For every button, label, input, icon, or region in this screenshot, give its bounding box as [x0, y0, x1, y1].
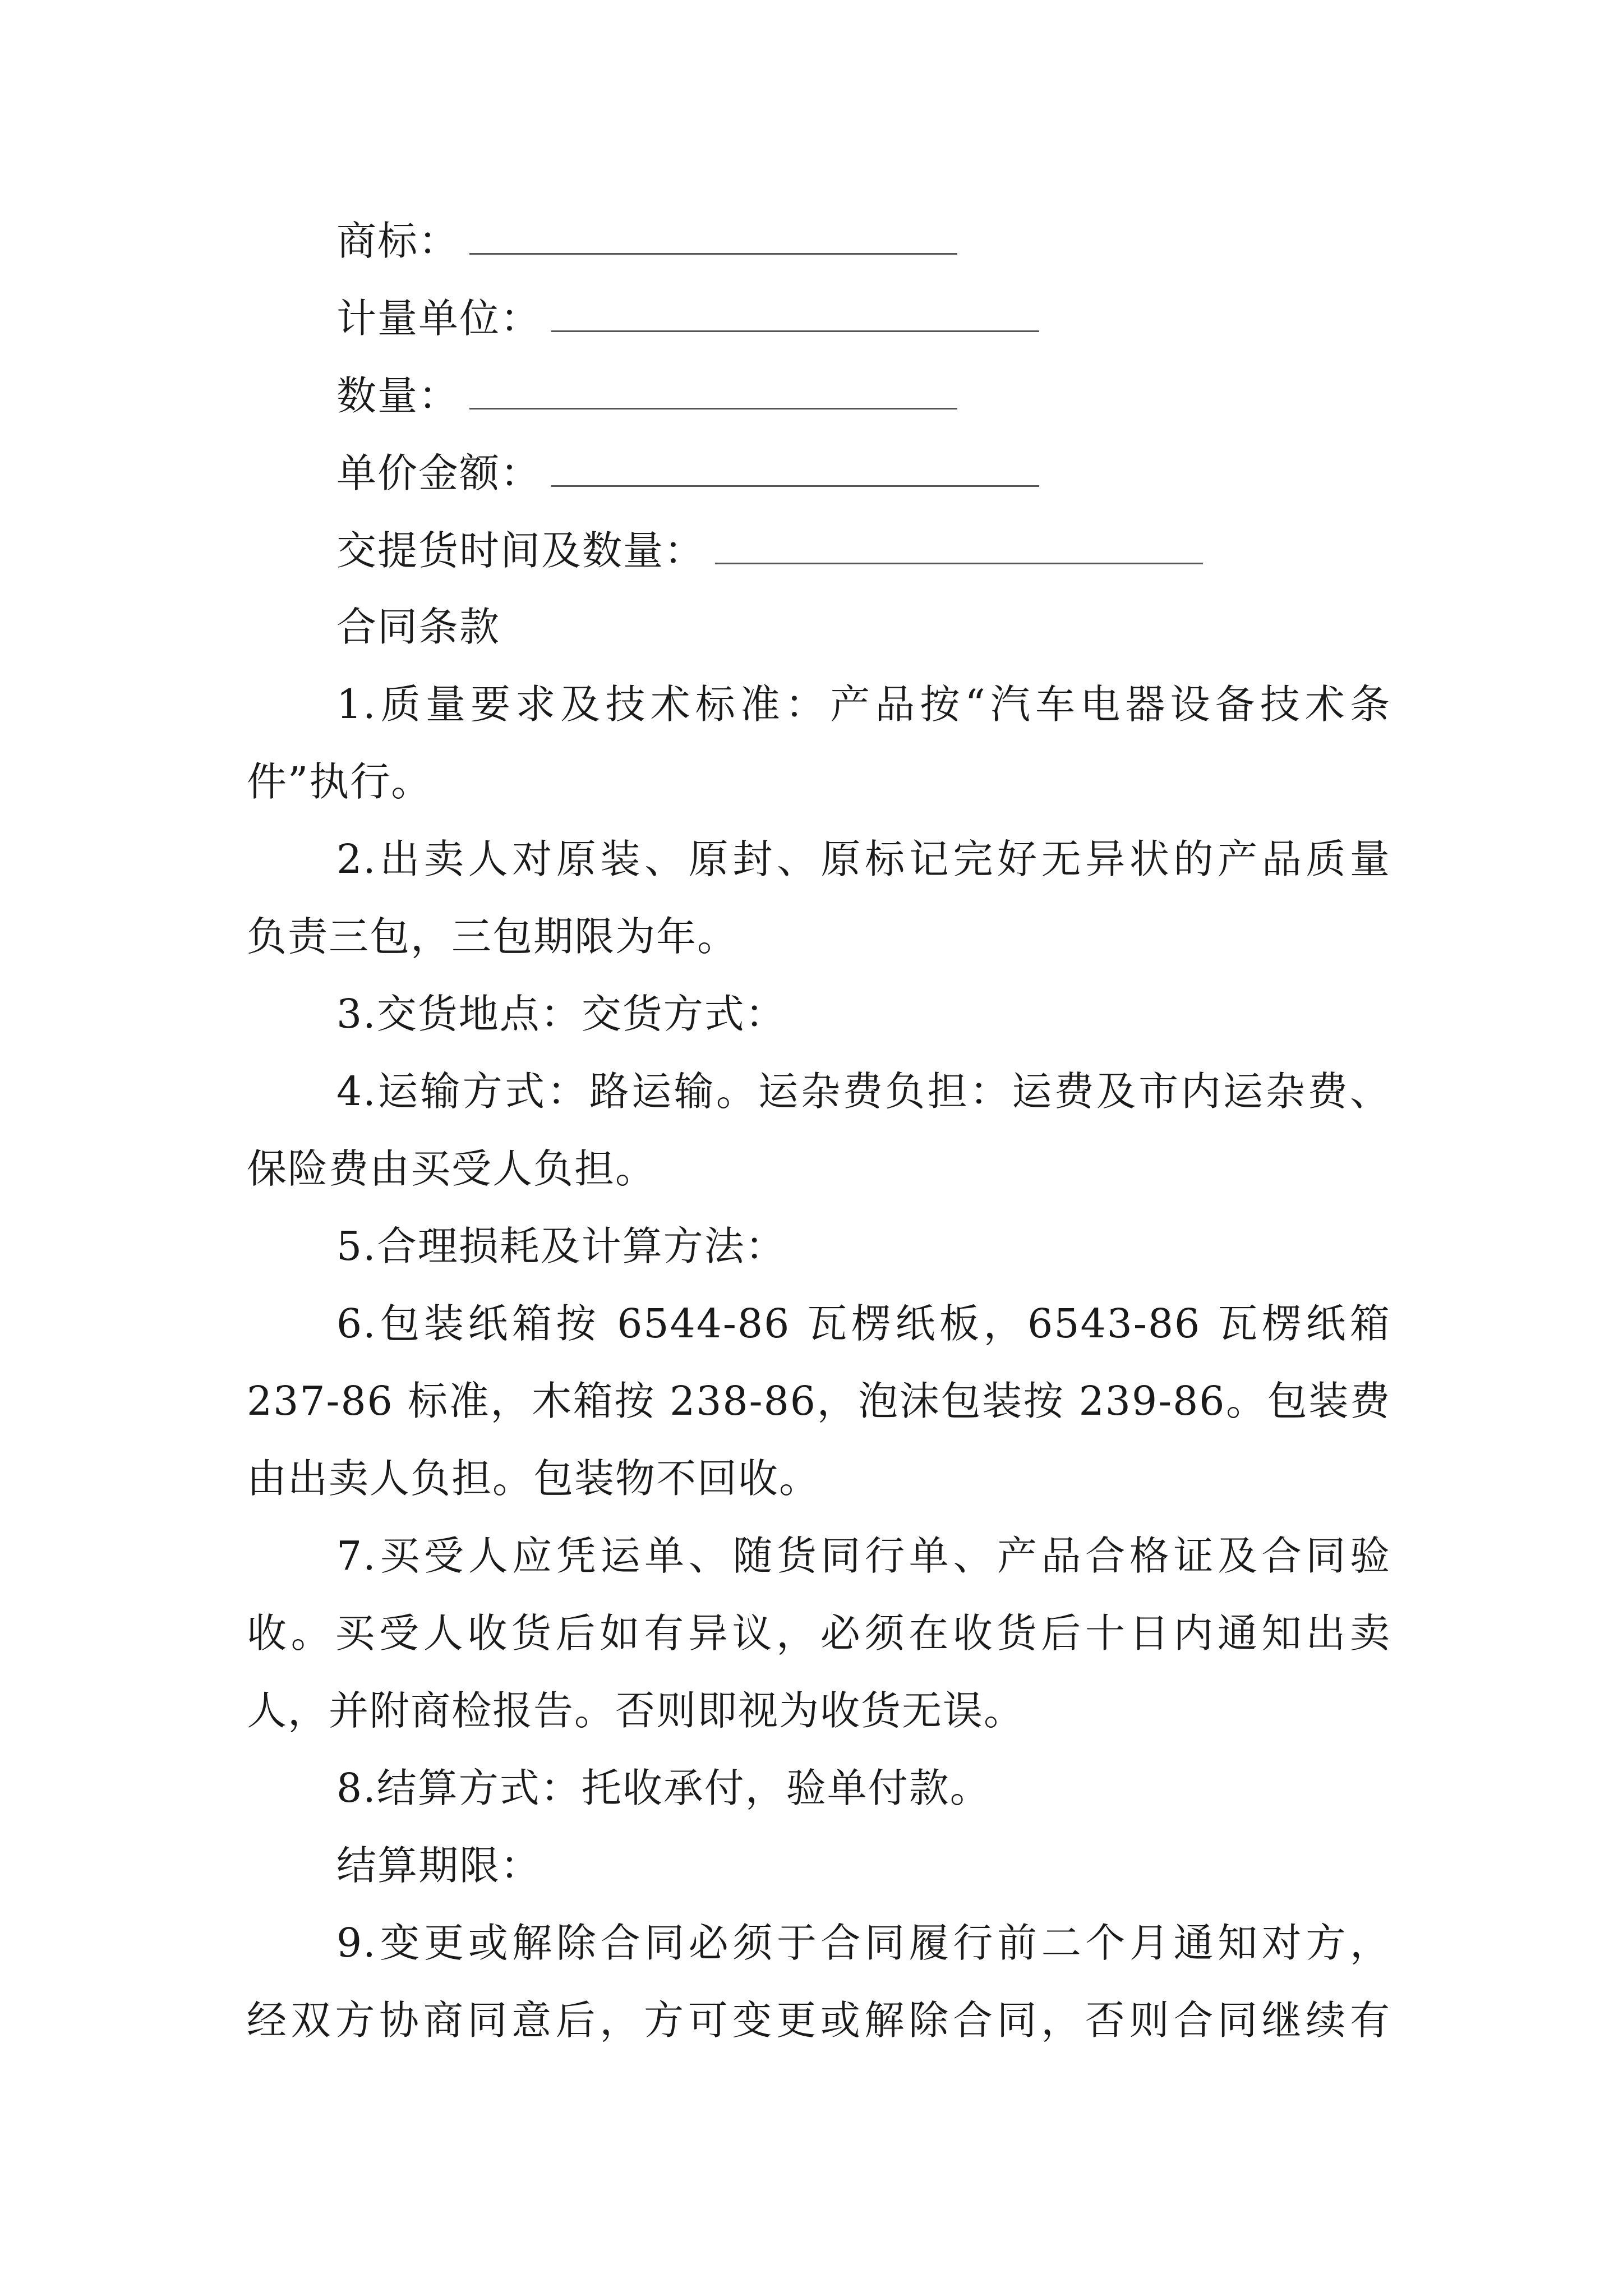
quantity-blank — [469, 376, 957, 409]
unit-blank — [551, 299, 1039, 332]
clause-5: 5.合理损耗及计算方法： — [336, 1223, 786, 1269]
unit-label: 计量单位： — [336, 295, 542, 342]
clause-2-line-1: 2.出卖人对原装、原封、原标记完好无异状的产品质量 — [336, 836, 1391, 882]
clause-9-line-2: 经双方协商同意后，方可变更或解除合同，否则合同继续有 — [247, 1997, 1391, 2044]
price-blank — [551, 454, 1039, 487]
price-label: 单价金额： — [336, 450, 542, 496]
clause-6-line-3: 由出卖人负担。包装物不回收。 — [247, 1455, 820, 1502]
quantity-label: 数量： — [336, 372, 460, 419]
price-field — [336, 445, 1039, 501]
delivery-time-field — [336, 523, 1203, 579]
delivery-time-blank — [715, 531, 1203, 564]
clause-6-line-2: 237-86 标准，木箱按 238-86，泡沫包装按 239-86。包装费 — [247, 1378, 1391, 1424]
quantity-field — [336, 368, 957, 424]
clause-6-line-1: 6.包装纸箱按 6544-86 瓦楞纸板，6543-86 瓦楞纸箱 — [336, 1300, 1391, 1347]
clause-4-line-2: 保险费由买受人负担。 — [247, 1145, 657, 1192]
clause-3: 3.交货地点：交货方式： — [336, 991, 786, 1037]
delivery-time-label: 交提货时间及数量： — [336, 527, 706, 574]
clause-1-line-2: 件”执行。 — [247, 758, 432, 805]
clause-9-line-1: 9.变更或解除合同必须于合同履行前二个月通知对方， — [336, 1920, 1391, 1966]
unit-field — [336, 291, 1039, 347]
clause-7-line-2: 收。买受人收货后如有异议，必须在收货后十日内通知出卖 — [247, 1610, 1391, 1657]
clause-2-line-2: 负责三包，三包期限为年。 — [247, 913, 739, 960]
trademark-label: 商标： — [336, 218, 460, 264]
trademark-blank — [469, 222, 957, 255]
section-title: 合同条款 — [336, 604, 501, 650]
trademark-field — [336, 213, 957, 269]
clause-7-line-3: 人，并附商检报告。否则即视为收货无误。 — [247, 1687, 1025, 1734]
clause-7-line-1: 7.买受人应凭运单、随货同行单、产品合格证及合同验 — [336, 1533, 1391, 1579]
clause-8-term: 结算期限： — [336, 1842, 542, 1889]
clause-8: 8.结算方式：托收承付，验单付款。 — [336, 1765, 991, 1811]
clause-1-line-1: 1.质量要求及技术标准：产品按“汽车电器设备技术条 — [336, 681, 1391, 728]
clause-4-line-1: 4.运输方式：路运输。运杂费负担：运费及市内运杂费、 — [336, 1068, 1391, 1115]
